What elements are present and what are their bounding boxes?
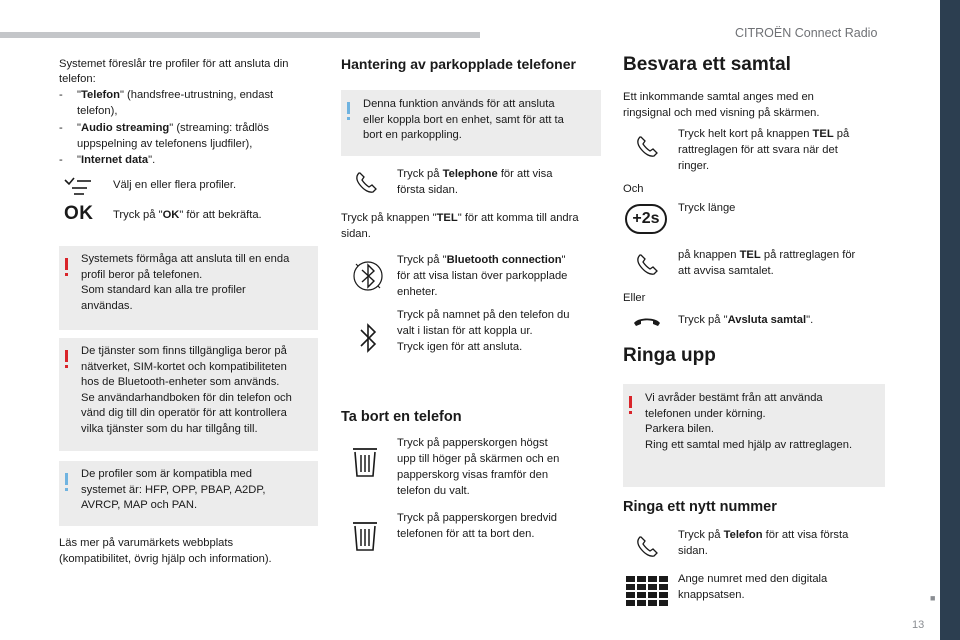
warning-icon	[629, 396, 632, 408]
step-bluetooth: Tryck på "Bluetooth connection"	[397, 254, 566, 266]
bluetooth-icon	[350, 256, 386, 296]
phone-handset-icon	[634, 252, 660, 278]
phone-handset-icon	[634, 534, 660, 560]
step-end-call: Tryck på "Avsluta samtal".	[678, 314, 814, 326]
warning-box: De tjänster som finns tillgängliga beror på nätverket, SIM-kortet och kompatibiliteten hos de Bluetooth-enheter som används. Se användarhandboken för din telefon och vänd dig till din operatör för att kontrollera vilka tjänster som du har tillgång till.	[59, 338, 318, 451]
intro-line: telefon:	[59, 73, 96, 85]
step-disconnect: Tryck på namnet på den telefon du	[397, 309, 570, 321]
step-select-profiles: Välj en eller flera profiler.	[113, 179, 237, 191]
step-long-press: Tryck länge	[678, 202, 736, 214]
step-new-call: Tryck på Telefon för att visa första	[678, 529, 849, 541]
ok-icon: OK	[64, 203, 94, 224]
footer-line: (kompatibilitet, övrig hjälp och information).	[59, 553, 272, 565]
step-reject: på knappen TEL på rattreglagen för	[678, 249, 856, 261]
hang-up-icon	[632, 314, 662, 328]
section-heading: Ringa upp	[623, 345, 716, 366]
page-number: 13	[912, 619, 925, 631]
keypad-icon	[626, 576, 668, 606]
section-heading: Besvara ett samtal	[623, 54, 791, 75]
info-icon	[65, 473, 68, 485]
tel-paragraph: Tryck på knappen "TEL" för att komma till andra	[341, 212, 579, 224]
trash-icon	[352, 520, 378, 552]
section-heading: Ringa ett nytt nummer	[623, 499, 777, 515]
intro-line: Ett inkommande samtal anges med en	[623, 91, 814, 103]
step-trash-beside: Tryck på papperskorgen bredvid	[397, 512, 558, 524]
step-trash-top: Tryck på papperskorgen högst	[397, 437, 548, 449]
warning-icon	[65, 258, 68, 270]
info-box: De profiler som är kompatibla med systemet är: HFP, OPP, PBAP, A2DP, AVRCP, MAP och PAN.	[59, 461, 318, 526]
warning-box: Vi avråder bestämt från att använda telefonen under körning. Parkera bilen. Ring ett samtal med hjälp av rattreglagen.	[623, 384, 885, 487]
section-heading: Hantering av parkopplade telefoner	[341, 56, 576, 72]
page-marker: ■	[930, 593, 936, 603]
checklist-icon	[63, 176, 93, 198]
eller-label: Eller	[623, 292, 646, 304]
bluetooth-icon	[355, 318, 381, 358]
och-label: Och	[623, 183, 644, 195]
footer-line: Läs mer på varumärkets webbplats	[59, 537, 234, 549]
info-box: Denna funktion används för att ansluta eller koppla bort en enhet, samt för att ta bort en parkoppling.	[341, 90, 601, 156]
long-press-icon: +2s	[625, 204, 667, 234]
step-answer: Tryck helt kort på knappen TEL på	[678, 128, 850, 140]
running-header: CITROËN Connect Radio	[735, 26, 878, 40]
header-rule	[0, 32, 480, 38]
phone-handset-icon	[353, 170, 379, 196]
side-tab	[940, 0, 960, 640]
warning-box: Systemets förmåga att ansluta till en enda profil beror på telefonen. Som standard kan alla tre profiler användas.	[59, 246, 318, 330]
intro-line: Systemet föreslår tre profiler för att ansluta din	[59, 58, 289, 70]
step-confirm: Tryck på "OK" för att bekräfta.	[113, 209, 262, 221]
intro-line: ringsignal och med visning på skärmen.	[623, 107, 820, 119]
section-heading: Ta bort en telefon	[341, 409, 462, 425]
warning-icon	[65, 350, 68, 362]
step-telephone: Tryck på Telephone för att visa	[397, 168, 553, 180]
info-icon	[347, 102, 350, 114]
step-keypad: Ange numret med den digitala	[678, 573, 828, 585]
phone-handset-icon	[634, 134, 660, 160]
trash-icon	[352, 446, 378, 478]
